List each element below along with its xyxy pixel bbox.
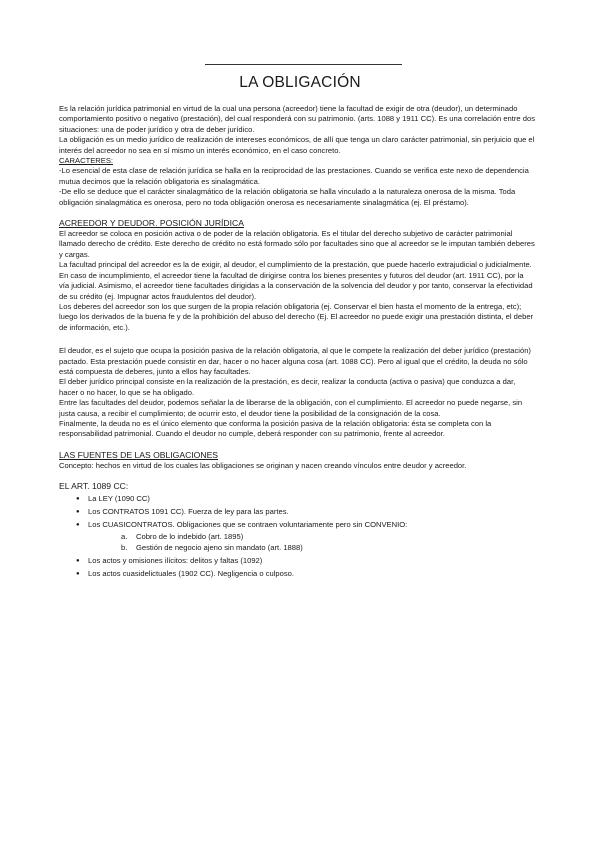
- sublist-item: b. Gestión de negocio ajeno sin mandato (art. 1888): [121, 542, 303, 552]
- page-title: LA OBLIGACIÓN: [239, 74, 361, 91]
- list-item: ● Los actos cuasidelictuales (1902 CC). Negligencia o culposo.: [59, 569, 535, 579]
- fuentes-list: [59, 494, 535, 579]
- fuentes-heading: LAS FUENTES DE LAS OBLIGACIONES: [59, 449, 219, 460]
- caracteres-item-1: -Lo esencial de esta clase de relación jurídica se halla en la reciprocidad de las prestaciones. Cuando se verifica este nexo de dependencia mutua decimos que la relación obligatoria es sinalagmática.: [59, 166, 529, 186]
- intro-paragraph-2: La obligación es un medio jurídico de realización de intereses económicos, de allí que tenga un claro carácter patrimonial, sin perjuicio que el interés del acreedor no sea en sí mismo un interés económico, en el caso concreto.: [59, 135, 535, 155]
- caracteres-item-2: -De ello se deduce que el carácter sinalagmático de la relación obligatoria se halla vinculado a la naturaleza onerosa de la misma. Toda obligación sinalagmática es onerosa, pero no toda obligación onerosa es necesariamente sinalagmática (ej. El préstamo).: [59, 187, 516, 207]
- acreedor-paragraph-2: La facultad principal del acreedor es la de exigir, al deudor, el cumplimiento de la prestación, que puede hacerlo extrajudicial o judicialmente. En caso de incumplimiento, el acreedor tiene la facultad de dirigirse contra los bienes presentes y futuros del deudor (art. 1911 CC), por la vía judicial. Asimismo, el acreedor tiene facultades dirigidas a la conservación de la solvencia del deudor y por tanto, conservar la efectividad de su crédito (ej. Impugnar actos fraudulentos del deudor).: [59, 260, 533, 301]
- acreedor-deudor-heading: ACREEDOR Y DEUDOR. POSICIÓN JURÍDICA: [59, 218, 244, 229]
- sublist-marker: b.: [121, 542, 128, 552]
- list-item: ● Los CUASICONTRATOS. Obligaciones que se contraen voluntariamente pero sin CONVENIO: a. Cobro de lo indebido (art. 1895) b. Gestión de negocio ajeno sin mandato (art. 1888): [59, 520, 535, 553]
- acreedor-paragraph-1: El acreedor se coloca en posición activa o de poder de la relación obligatoria. Es el titular del derecho subjetivo de carácter patrimonial llamado derecho de crédito. Este derecho de crédito no está formado sólo por facultades sino que al acreedor se le imputan también deberes y cargas.: [59, 229, 535, 259]
- intro-paragraph-1: Es la relación jurídica patrimonial en virtud de la cual una persona (acreedor) tiene la facultad de exigir de otra (deudor), un determinado comportamiento positivo o negativo (prestación), del cual responderá con su patrimonio. (arts. 1088 y 1911 CC). Es una correlación entre dos situaciones: una de poder jurídico y otra de deber jurídico.: [59, 104, 535, 134]
- deudor-paragraph-3: Entre las facultades del deudor, podemos señalar la de liberarse de la obligación, con el cumplimiento. El acreedor no puede negarse, sin justa causa, a recibir el cumplimiento; de ocurrir esto, el deudor tiene la posibilidad de la consignación de la cosa.: [59, 398, 523, 418]
- deudor-paragraph-2: El deber jurídico principal consiste en la realización de la prestación, es decir, realizar la conducta (activa o pasiva) que conduzca a dar, hacer o no hacer, lo que se ha obligado.: [59, 377, 516, 397]
- list-item: ● La LEY (1090 CC): [59, 494, 535, 504]
- caracteres-heading: CARACTERES:: [59, 156, 114, 166]
- deudor-paragraph-1: El deudor, es el sujeto que ocupa la posición pasiva de la relación obligatoria, al que le compete la realización del deber jurídico (prestación) pactado. Esta prestación puede consistir en dar, hacer o no hacer alguna cosa (art. 1088 CC). Pero al igual que el crédito, la deuda no sólo está compuesta de deberes, junto a ellos hay facultades.: [59, 346, 531, 376]
- acreedor-paragraph-3: Los deberes del acreedor son los que surgen de la propia relación obligatoria (ej. Conservar el bien hasta el momento de la entrega, etc); luego los derivados de la buena fe y de la prohibición del abuso del derecho (Ej. El acreedor no puede exigir una prestación distinta, el deber de información, etc.).: [59, 301, 534, 332]
- list-item: ● Los CONTRATOS 1091 CC). Fuerza de ley para las partes.: [59, 507, 535, 517]
- sublist-marker: a.: [121, 531, 128, 541]
- title-rule: [205, 64, 402, 65]
- document-body: [59, 104, 535, 582]
- cuasicontratos-sublist: [88, 532, 535, 553]
- deudor-paragraph-4: Finalmente, la deuda no es el único elemento que conforma la posición pasiva de la relación obligatoria: ésta se completa con la responsabilidad patrimonial. Cuando el deudor no cumple, deberá responder con su patrimonio, frente al acreedor.: [59, 418, 492, 439]
- fuentes-concepto: Concepto: hechos en virtud de los cuales las obligaciones se originan y nacen creando vínculos entre deudor y acreedor.: [59, 460, 467, 470]
- art-1089-heading: EL ART. 1089 CC:: [59, 481, 129, 492]
- sublist-item: a. Cobro de lo indebido (art. 1895): [121, 531, 244, 541]
- list-item: ● Los actos y omisiones ilícitos: delitos y faltas (1092): [59, 556, 535, 566]
